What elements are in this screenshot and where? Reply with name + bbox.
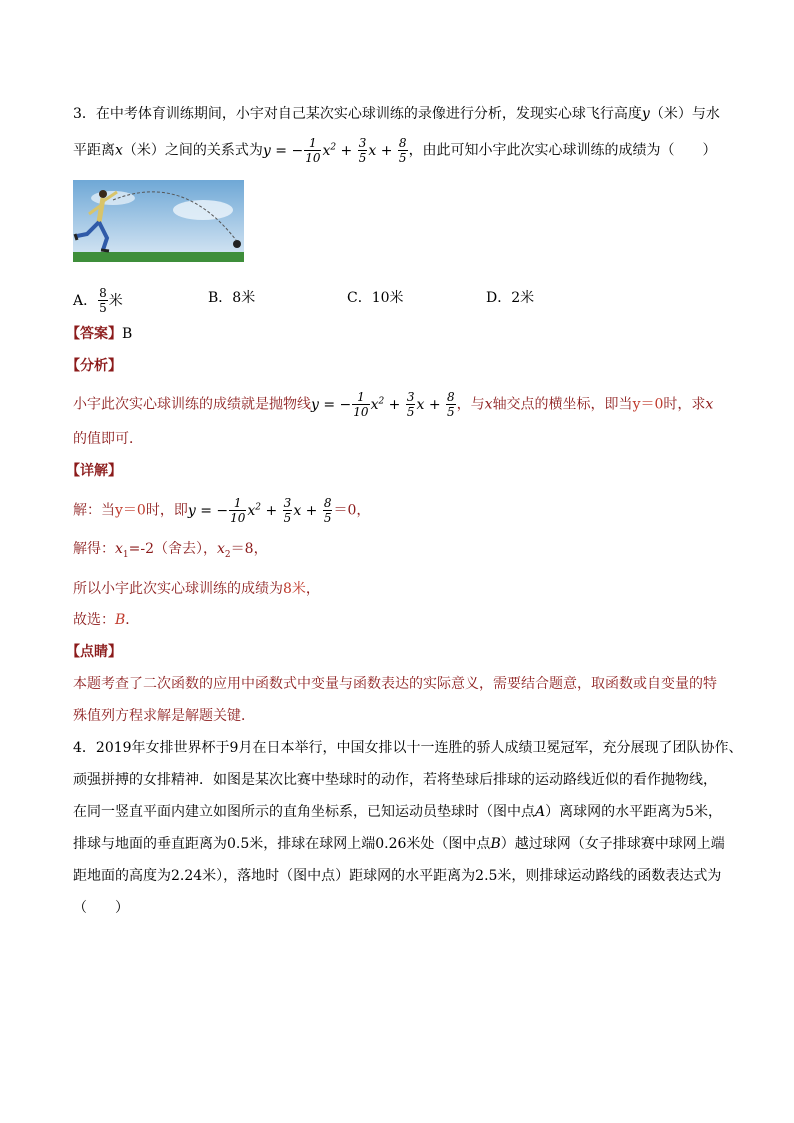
q4-text-2: 顽强拼搏的女排精神．如图是某次比赛中垫球时的动作，若将垫球后排球的运动路线近似的看作抛物线， — [73, 772, 717, 788]
frac-den: 5 — [406, 405, 415, 419]
frac-3-5 — [406, 390, 416, 419]
x2-value: ＝8， — [230, 541, 268, 557]
option-c-text: C．10米 — [347, 290, 404, 306]
q4-text-4b: ）越过球网（女子排球赛中球网上端 — [500, 836, 725, 852]
analysis-text-d: y＝0 — [632, 396, 664, 413]
analysis-text-e: 时，求 — [663, 396, 706, 413]
frac-den: 5 — [398, 151, 407, 165]
q4-text-5: 距地面的高度为2.24米），落地时（图中点）距球网的水平距离为2.5米，则排球运动路线的函数表达式为 — [73, 868, 722, 884]
var-x: x — [705, 396, 714, 413]
q3-stem-text-4: （米）之间的关系式为 — [122, 142, 263, 159]
comment-line1 — [73, 674, 717, 694]
shot-put-illustration — [73, 180, 244, 262]
analysis-line2 — [73, 429, 143, 449]
frac-den: 5 — [447, 405, 455, 419]
comment-label — [66, 642, 122, 662]
detail-cond: y＝0 — [115, 502, 146, 519]
q4-line1 — [73, 738, 742, 758]
formula-x: x — [247, 502, 256, 519]
option-a-unit: 米 — [108, 292, 123, 309]
frac-1-10 — [229, 496, 246, 525]
comment-text-1: 本题考查了二次函数的应用中函数式中变量与函数表达的实际意义，需要结合题意，取函数或自变量的特 — [73, 676, 717, 692]
analysis-line1 — [73, 390, 713, 419]
answer-label: 【答案】 — [66, 326, 122, 342]
formula-plus: + — [384, 396, 405, 413]
frac-num: 3 — [406, 390, 415, 404]
so-text-a: 所以小宇此次实心球训练的成绩为 — [73, 581, 283, 597]
frac-8-5 — [398, 136, 408, 165]
choose-text-a: 故选： — [73, 612, 115, 628]
q3-stem-text-2: （米）与水 — [649, 106, 720, 122]
q4-text-6: （ ） — [73, 900, 129, 916]
frac-num: 3 — [358, 136, 367, 150]
q3-stem-line1 — [73, 104, 720, 124]
q4-line5 — [73, 866, 721, 886]
analysis-text-a: 小宇此次实心球训练的成绩就是抛物线 — [73, 396, 311, 413]
formula — [262, 136, 409, 165]
q4-line6 — [73, 898, 129, 918]
analysis-label — [66, 356, 122, 376]
frac-num: 1 — [229, 496, 246, 511]
frac-den: 5 — [99, 301, 107, 315]
var-x: x — [484, 396, 493, 413]
analysis-text-b: ，与 — [456, 396, 485, 413]
formula-lhs: y = − — [311, 396, 352, 413]
frac-den: 10 — [353, 405, 369, 419]
q3-options — [73, 286, 123, 315]
var-x2: x — [217, 541, 225, 557]
frac-3-5 — [358, 136, 368, 165]
frac-8-5 — [446, 390, 456, 419]
option-b[interactable] — [208, 288, 255, 308]
detail-formula — [187, 496, 334, 525]
option-c[interactable] — [347, 288, 404, 308]
formula-exp: 2 — [330, 141, 337, 152]
so-text-b: 8米 — [283, 581, 306, 597]
frac-1-10 — [352, 390, 369, 419]
formula-lhs: y = − — [187, 502, 229, 519]
q4-text-1: 4．2019年女排世界杯于9月在日本举行，中国女排以十一连胜的骄人成绩卫冕冠军，充分展现了团队协作、 — [73, 740, 743, 756]
answer-value: B — [122, 326, 133, 342]
frac-num: 3 — [283, 496, 292, 510]
formula-lhs: y = − — [262, 142, 304, 159]
point-a: A — [535, 804, 546, 820]
var-y: y — [641, 106, 650, 122]
analysis-text-c: 轴交点的横坐标，即当 — [492, 396, 633, 413]
answer-line — [66, 324, 132, 344]
frac-den: 10 — [230, 511, 246, 525]
so-text-c: ， — [305, 581, 320, 597]
q3-stem-text-5: ，由此可知小宇此次实心球训练的成绩为（ ） — [408, 142, 717, 159]
sub-1: 1 — [122, 549, 129, 560]
choose-text-b: B — [115, 612, 126, 628]
detail-heading: 【详解】 — [66, 463, 122, 479]
q4-line3 — [73, 802, 722, 822]
analysis-heading: 【分析】 — [66, 358, 122, 374]
frac-num: 8 — [323, 496, 332, 510]
comment-line2 — [73, 706, 255, 726]
detail-text-a: 解：当 — [73, 502, 115, 519]
q3-stem-line2 — [73, 136, 717, 165]
analysis-formula — [311, 390, 457, 419]
frac-num: 1 — [304, 136, 321, 151]
option-d-text: D．2米 — [486, 290, 535, 306]
q3-stem-text-3: 平距离 — [73, 142, 115, 159]
frac-num: 1 — [352, 390, 369, 405]
frac-num: 8 — [447, 390, 455, 404]
q4-text-3a: 在同一竖直平面内建立如图所示的直角坐标系，已知运动员垫球时（图中点 — [73, 804, 535, 820]
formula-xplus: x + — [368, 142, 397, 159]
formula-xplus: x + — [416, 396, 446, 413]
frac-num: 8 — [398, 136, 407, 150]
detail-line1 — [73, 496, 370, 525]
frac-den: 5 — [358, 151, 367, 165]
detail-eq: ＝0， — [333, 502, 371, 519]
analysis-text-f: 的值即可． — [73, 431, 143, 447]
formula-x: x — [370, 396, 379, 413]
formula-exp: 2 — [378, 395, 385, 406]
option-d[interactable] — [486, 288, 534, 308]
q3-stem-text: 3．在中考体育训练期间，小宇对自己某次实心球训练的录像进行分析，发现实心球飞行高度 — [73, 106, 642, 122]
var-x1: x — [115, 541, 123, 557]
q4-line4 — [73, 834, 725, 854]
q4-text-3b: ）离球网的水平距离为5米， — [545, 804, 723, 820]
q4-text-4a: 排球与地面的垂直距离为0.5米，排球在球网上端0.26米处（图中点 — [73, 836, 491, 852]
formula-plus: + — [336, 142, 357, 159]
detail-line3 — [73, 579, 320, 599]
detail-line2 — [73, 539, 268, 565]
solve-label: 解得： — [73, 541, 115, 557]
detail-label — [66, 461, 122, 481]
q4-line2 — [73, 770, 717, 790]
point-b: B — [490, 836, 501, 852]
frac-3-5 — [283, 496, 293, 525]
comment-heading: 【点睛】 — [66, 644, 122, 660]
formula-x: x — [322, 142, 331, 159]
var-x: x — [115, 142, 123, 159]
option-b-text: B．8米 — [208, 290, 256, 306]
sub-2: 2 — [224, 549, 231, 560]
x1-value: =-2（舍去）， — [128, 541, 218, 557]
formula-xplus: x + — [293, 502, 322, 519]
option-a-label: A． — [73, 292, 98, 309]
option-a-frac — [98, 286, 108, 315]
detail-line4 — [73, 610, 139, 630]
frac-den: 10 — [305, 151, 321, 165]
detail-text-b: 时，即 — [145, 502, 188, 519]
formula-plus: + — [261, 502, 282, 519]
option-a[interactable] — [73, 286, 123, 315]
frac-num: 8 — [99, 286, 107, 300]
frac-8-5 — [323, 496, 333, 525]
frac-1-10 — [304, 136, 321, 165]
frac-den: 5 — [283, 511, 292, 525]
frac-den: 5 — [323, 511, 332, 525]
comment-text-2: 殊值列方程求解是解题关键． — [73, 708, 255, 724]
formula-exp: 2 — [255, 501, 262, 512]
choose-text-c: ． — [125, 612, 140, 628]
